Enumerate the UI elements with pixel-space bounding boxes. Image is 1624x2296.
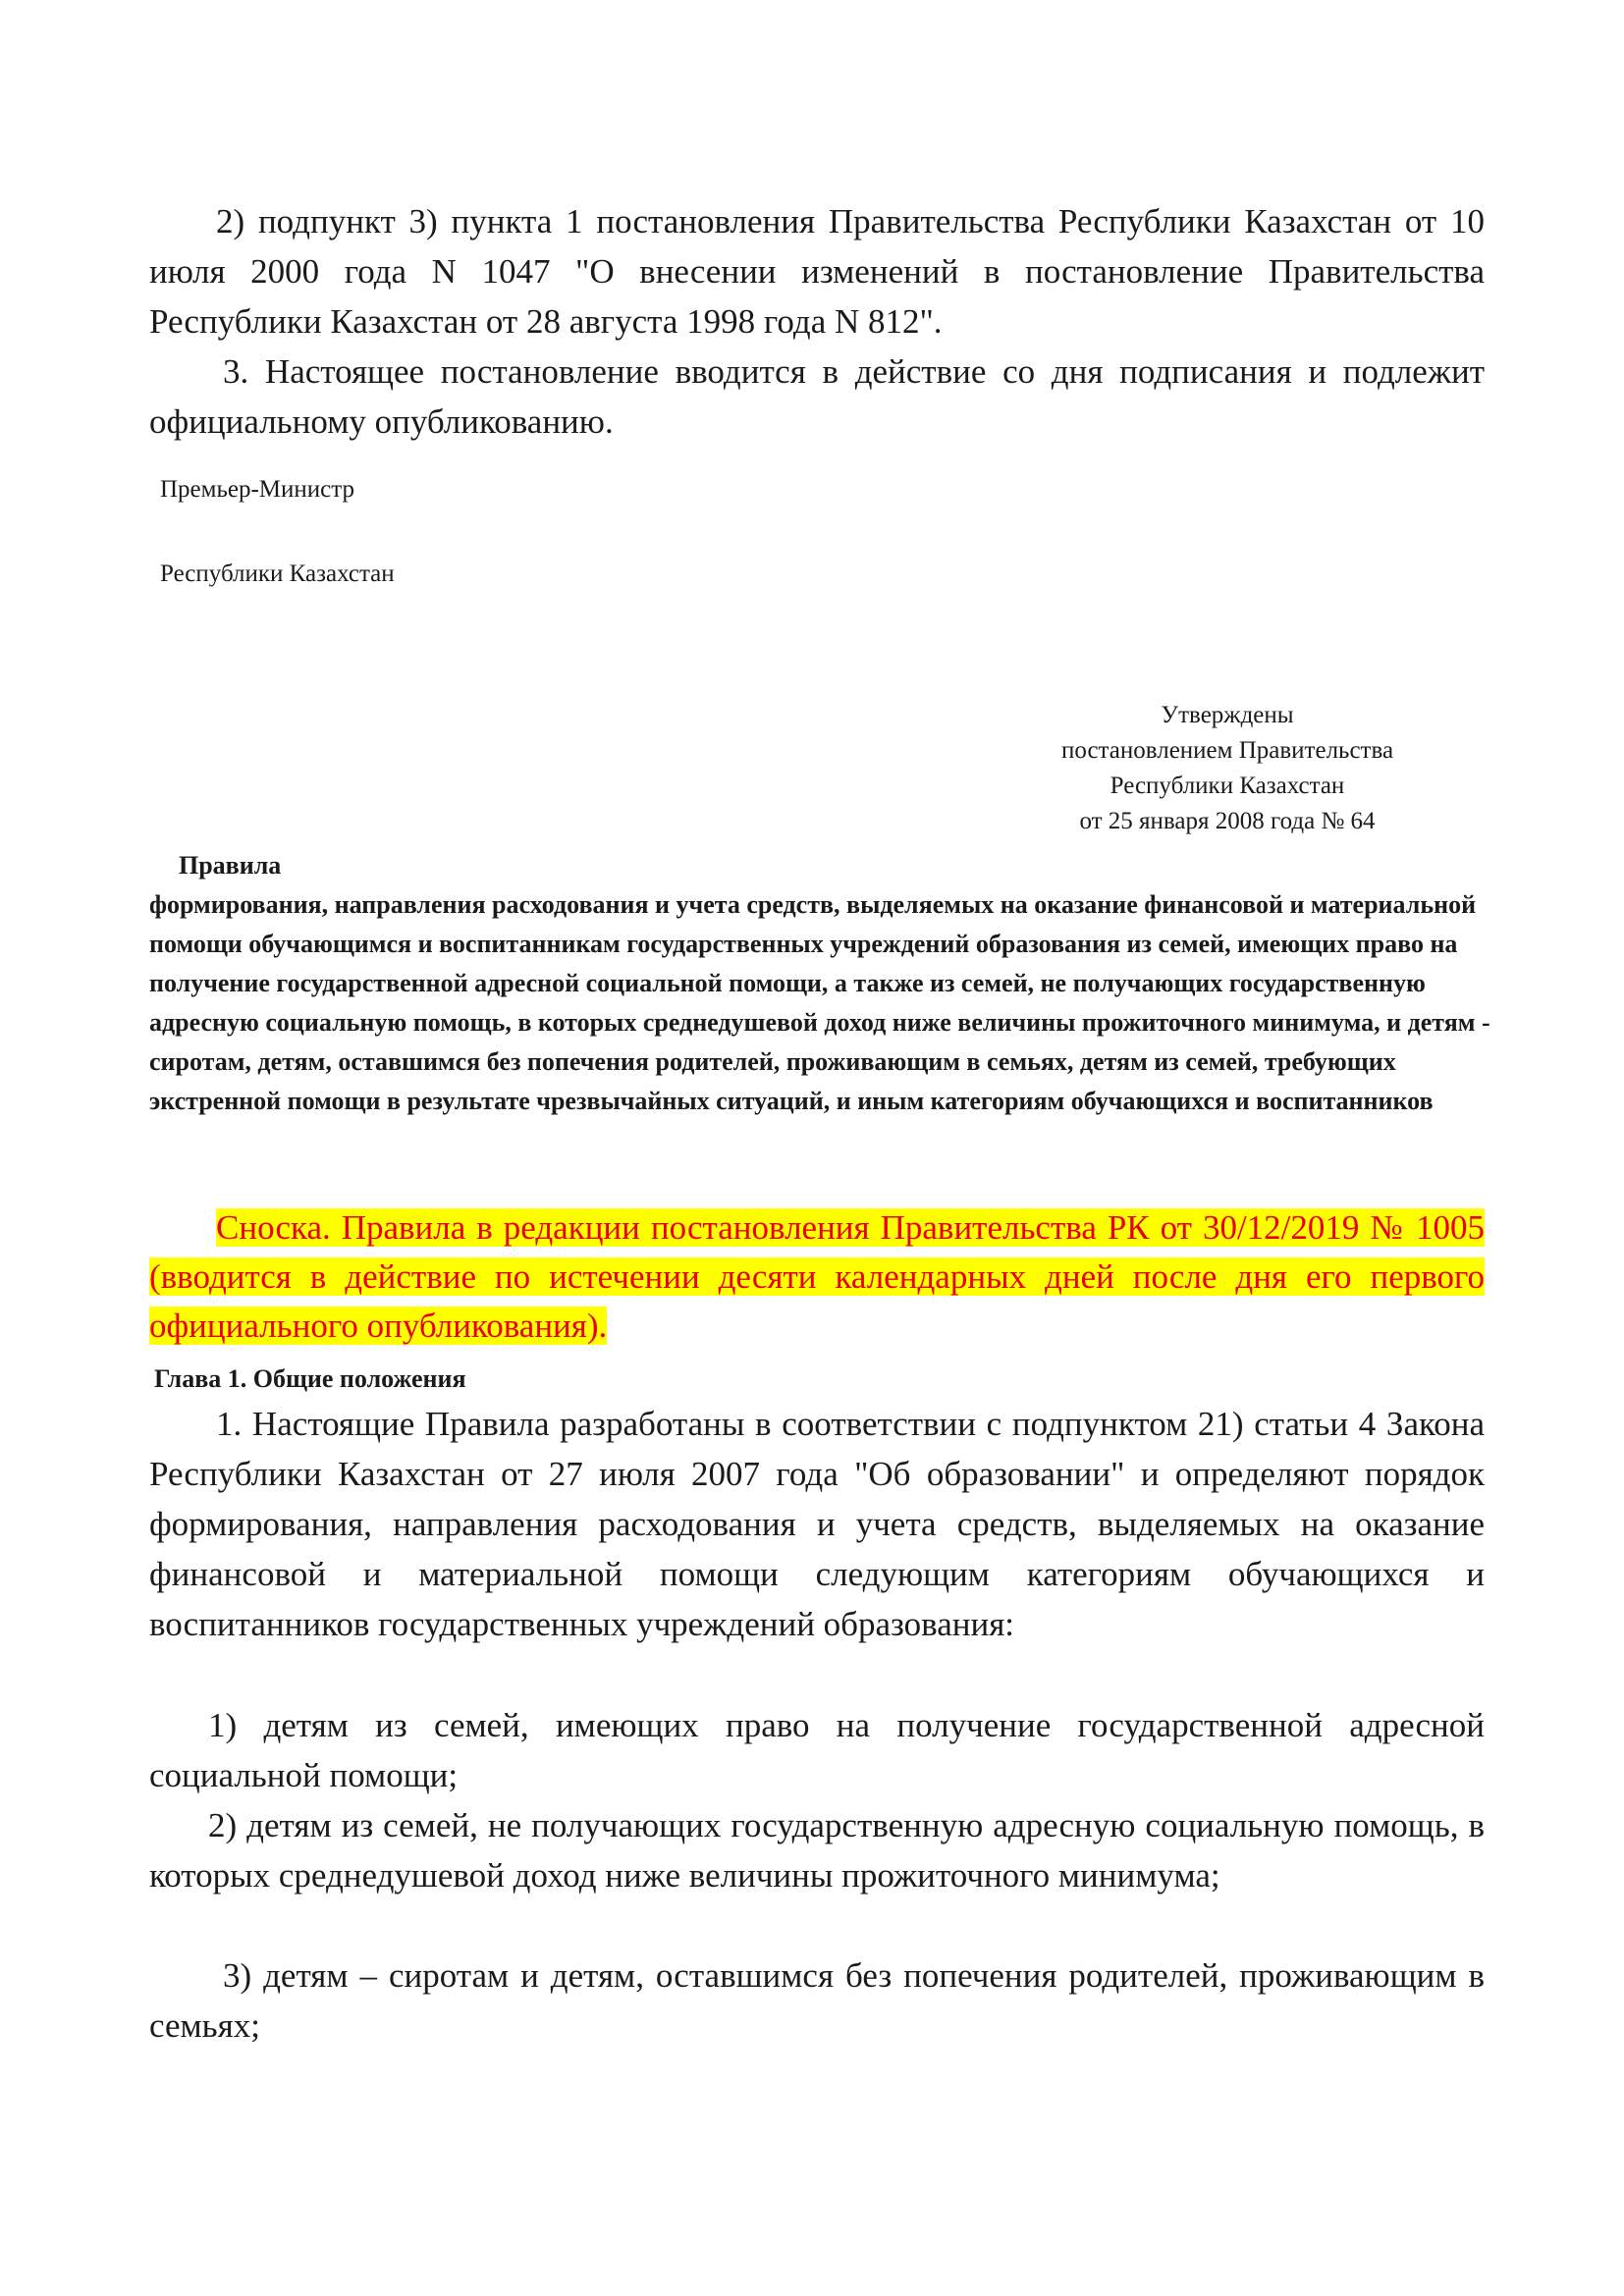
clause-1: 1. Настоящие Правила разработаны в соответствии с подпунктом 21) статьи 4 Закона Республики Казахстан от 27 июля 2007 года "Об образовании" и определяют порядок формирования, направления расходования и учета средств, выделяемых на оказание финансовой и материальной помощи следующим категориям обучающихся и воспитанников государственных учреждений образования: <box>149 1405 1485 1643</box>
paragraph-subclause-2: 2) подпункт 3) пункта 1 постановления Правительства Республики Казахстан от 10 июля 2000 года N 1047 "О внесении изменений в постановление Правительства Республики Казахстан от 28 августа 1998 года N 812". <box>149 202 1485 341</box>
rules-heading: Правила <box>179 851 282 880</box>
clause-1-subitem-3: 3) детям – сиротам и детям, оставшимся без попечения родителей, проживающим в семьях; <box>149 1956 1485 2045</box>
signature-position: Премьер-Министр <box>160 476 354 503</box>
approval-line-2: постановлением Правительства <box>1060 737 1394 764</box>
footnote <box>149 1203 1485 1351</box>
rules-title <box>149 846 1504 1121</box>
approval-stamp-block <box>982 698 1473 839</box>
approval-line-3: Республики Казахстан <box>1110 773 1345 799</box>
footnote-text: Сноска. Правила в редакции постановления Правительства РК от 30/12/2019 № 1005 (вводится в действие по истечении десяти календарных дней после дня его первого официального опубликования). <box>149 1208 1485 1345</box>
signature-country: Республики Казахстан <box>160 561 395 587</box>
clause-1-subitem-1: 1) детям из семей, имеющих право на получение государственной адресной социальной помощи; <box>149 1706 1485 1794</box>
paragraph-clause-3: 3. Настоящее постановление вводится в действие со дня подписания и подлежит официальному опубликованию. <box>149 352 1485 441</box>
chapter-heading: Глава 1. Общие положения <box>154 1364 466 1393</box>
approval-line-4: от 25 января 2008 года № 64 <box>1079 808 1376 834</box>
approval-line-1: Утверждены <box>1161 702 1294 728</box>
rules-title-text: формирования, направления расходования и учета средств, выделяемых на оказание финансовой и материальной помощи обучающимся и воспитанникам государственных учреждений образования из семей, имеющих право на получение государственной адресной социальной помощи, а также из семей, не получающих государственную адресную социальную помощь, в которых среднедушевой доход ниже величины прожиточного минимума, и детям - сиротам, детям, оставшимся без попечения родителей, проживающим в семьях, детям из семей, требующих экстренной помощи в результате чрезвычайных ситуаций, и иным категориям обучающихся и воспитанников <box>149 890 1490 1115</box>
clause-1-subitem-2: 2) детям из семей, не получающих государственную адресную социальную помощь, в которых среднедушевой доход ниже величины прожиточного минимума; <box>149 1806 1485 1895</box>
